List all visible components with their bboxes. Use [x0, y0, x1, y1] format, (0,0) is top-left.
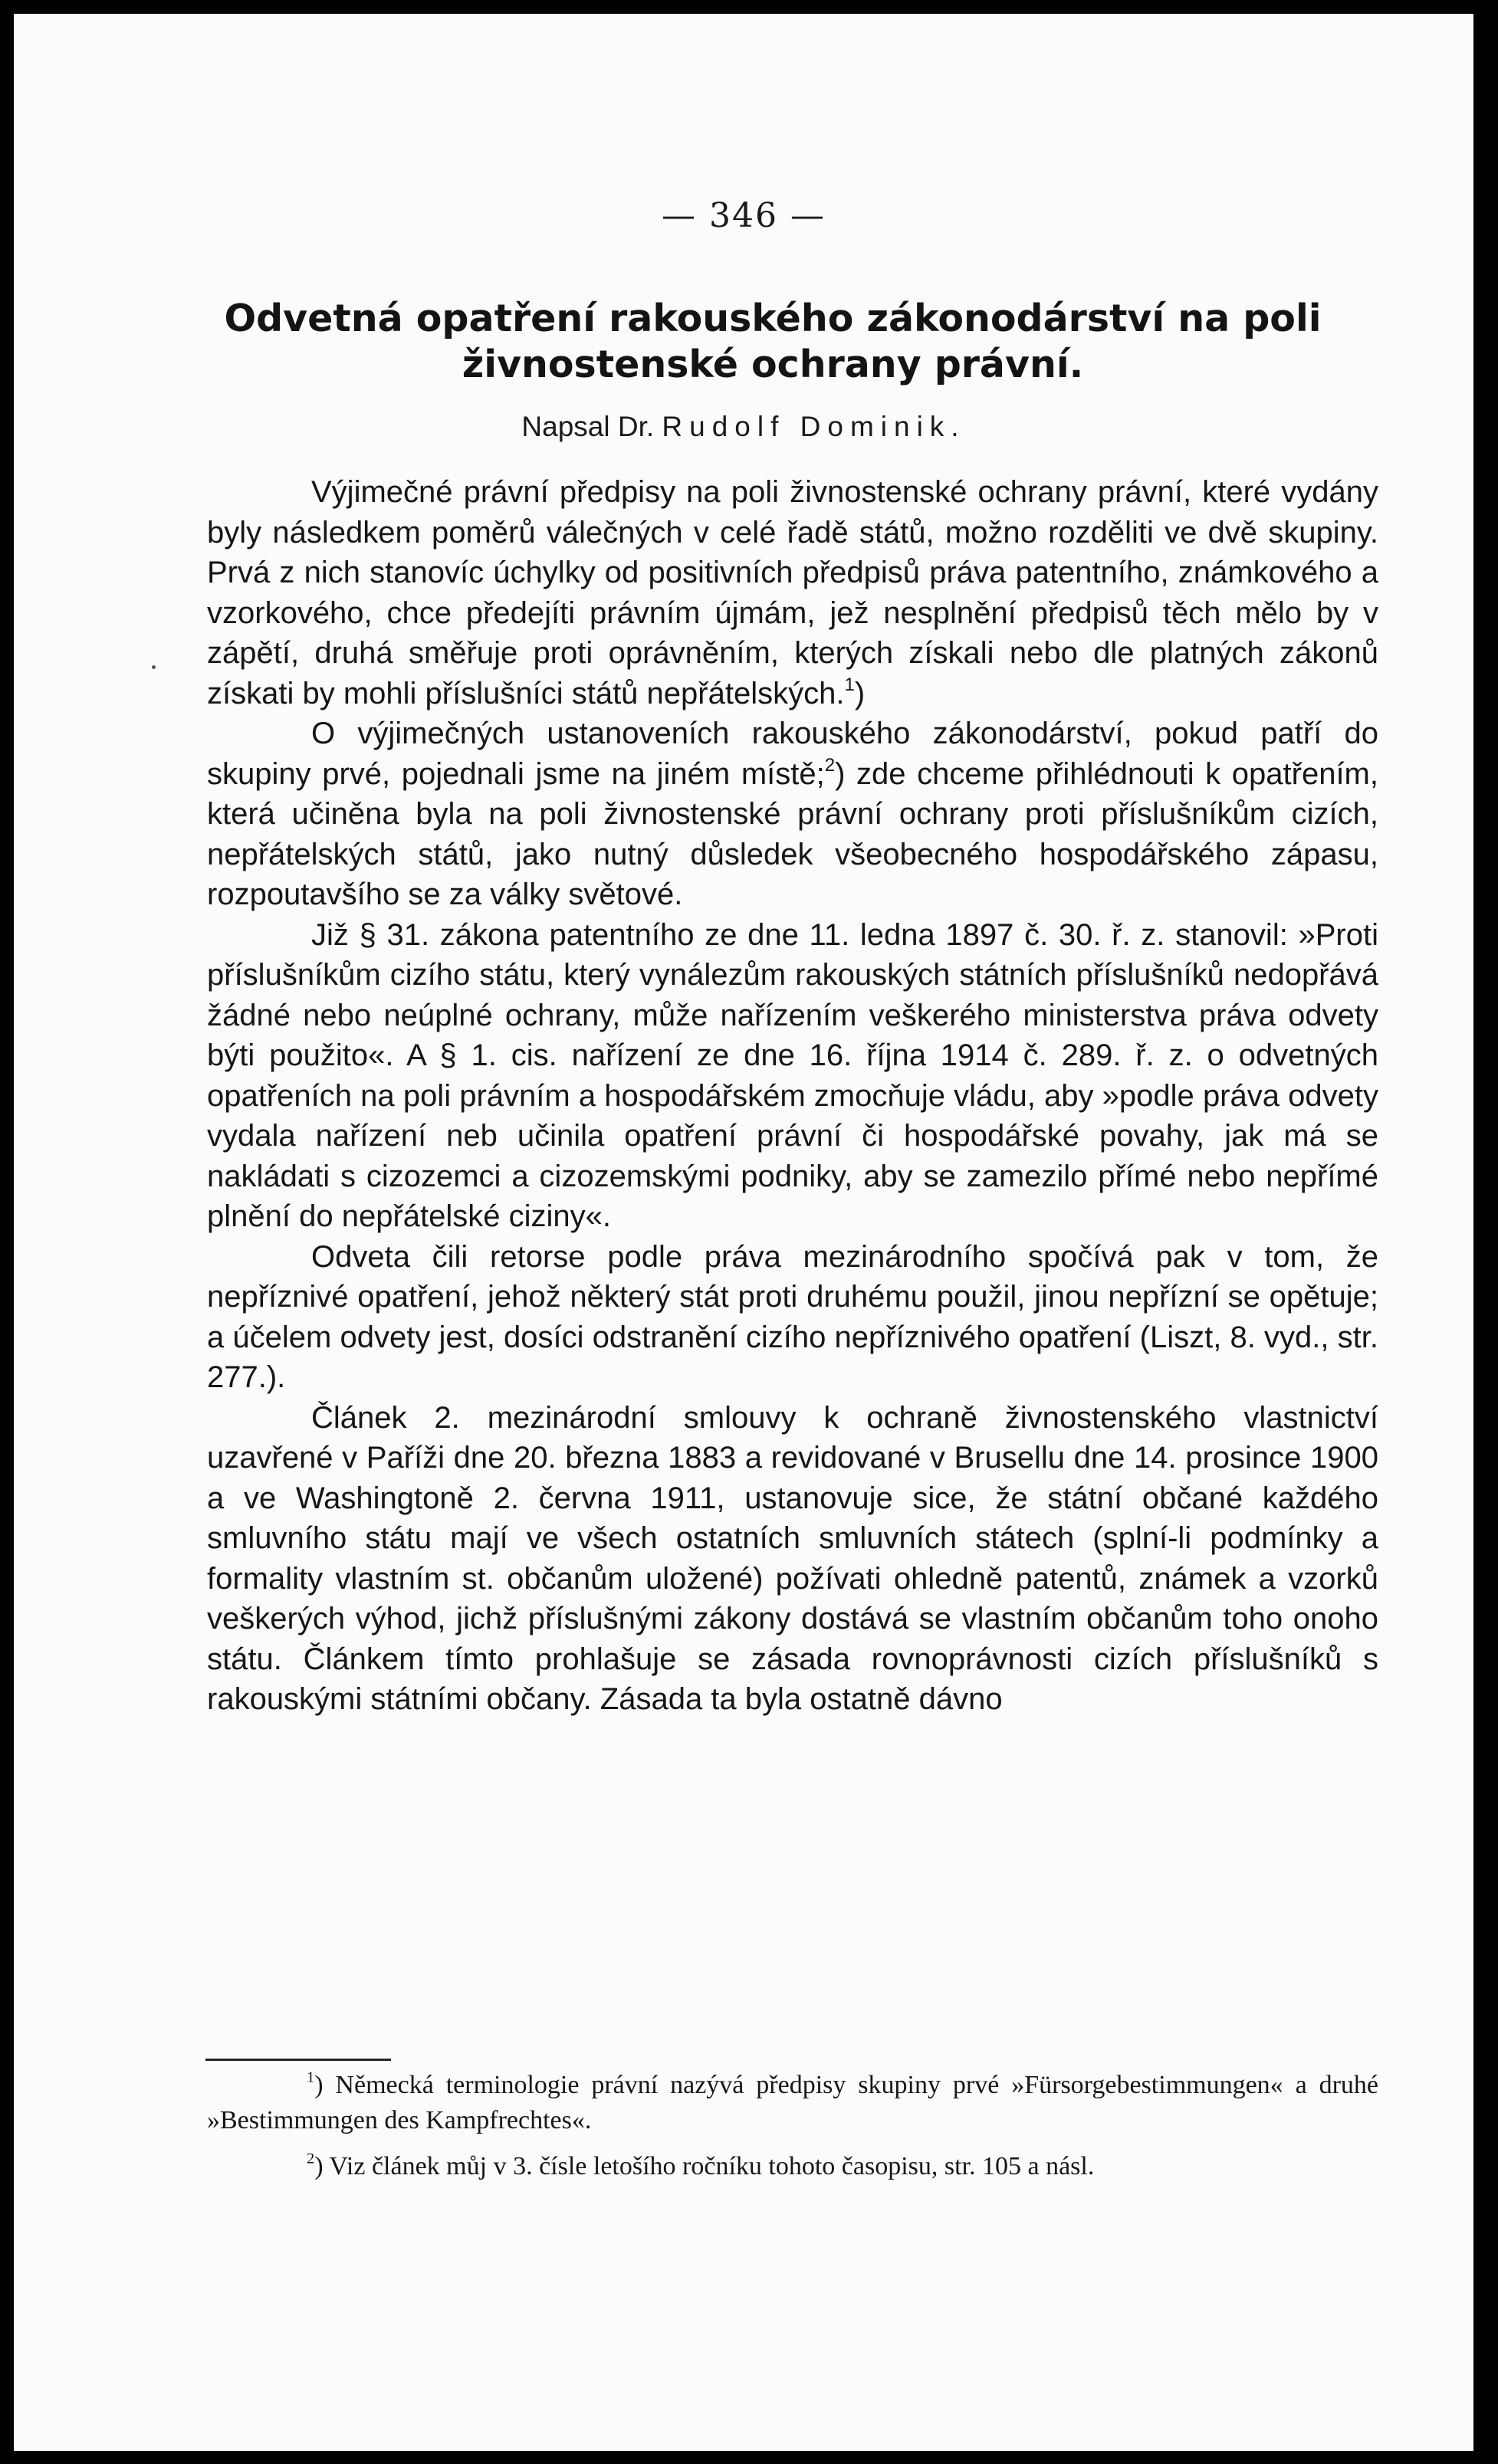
paragraph-text: O výjimečných ustanoveních rakouského zákonodárství, pokud patří do skupiny prvé, pojednali jsme na jiném místě;	[207, 717, 1378, 791]
byline-prefix: Napsal Dr.	[521, 411, 655, 442]
footnotes	[207, 2068, 1378, 2195]
footnote	[207, 2068, 1378, 2138]
paragraph-text: Článek 2. mezinárodní smlouvy k ochraně živnostenského vlastnictví uzavřené v Paříži dne 20. března 1883 a revidované v Brusellu dne 14. prosince 1900 a ve Washingtoně 2. června 1911, ustanovuje sice, že státní občané každého smluvního státu mají ve všech ostatních smluvních státech (splní-li podmínky a formality vlastním st. občanům uložené) požívati ohledně patentů, známek a vzorků veškerých výhod, jichž příslušnými zákony dostává se vlastním občanům toho onoho státu. Článkem tímto prohlašuje se zásada rovnoprávnosti cizích příslušníků s rakouskými státními občany. Zásada ta byla ostatně dávno	[207, 1400, 1378, 1716]
paragraph	[207, 472, 1378, 714]
footnote	[207, 2149, 1378, 2184]
article-body	[207, 472, 1378, 1720]
paragraph	[207, 1398, 1378, 1720]
paragraph	[207, 1237, 1378, 1398]
footnote-mark: 1	[307, 2069, 315, 2086]
footnote-ref: 1	[844, 674, 855, 695]
footnote-text: ) Německá terminologie právní nazývá předpisy skupiny prvé »Fürsorgebestimmungen« a druhé »Bestimmungen des Kampfrechtes«.	[207, 2071, 1378, 2134]
byline	[14, 411, 1473, 443]
footnote-ref-close: )	[854, 676, 866, 710]
document-page	[14, 14, 1473, 2451]
paragraph-text: Výjimečné právní předpisy na poli živnostenské ochrany právní, které vydány byly následkem poměrů válečných v celé řadě států, možno rozděliti ve dvě skupiny. Prvá z nich stanovíc úchylky od positivních předpisů práva patentního, známkového a vzorkového, chce předejíti právním újmám, jež nesplnění předpisů těch mělo by v zápětí, druhá směřuje proti oprávněním, kterých získali nebo dle platných zákonů získati by mohli příslušníci států nepřátelských.	[207, 475, 1378, 710]
footnote-divider	[205, 2059, 391, 2061]
footnote-mark: 2	[307, 2150, 315, 2167]
page-number: — 346 —	[662, 196, 826, 235]
footnote-text: ) Viz článek můj v 3. čísle letošího ročníku tohoto časopisu, str. 105 a násl.	[314, 2152, 1095, 2180]
paragraph	[207, 915, 1378, 1237]
paragraph-text: Již § 31. zákona patentního ze dne 11. ledna 1897 č. 30. ř. z. stanovil: »Proti příslušníkům cizího státu, který vynálezům rakouských státních příslušníků nedopřává žádné nebo neúplné ochrany, může nařízením veškerého ministerstva práva odvety býti použito«. A § 1. cis. nařízení ze dne 16. října 1914 č. 289. ř. z. o odvetných opatřeních na poli právním a hospodářském zmocňuje vládu, aby »podle práva odvety vydala nařízení neb učinila opatření právní či hospodářské povahy, jak má se nakládati s cizozemci a cizozemskými podniky, aby se zamezilo přímé nebo nepřímé plnění do nepřátelské ciziny«.	[207, 917, 1378, 1233]
paragraph-text-continued: ) zde chceme přihlédnouti k opatřením, která učiněna byla na poli živnostenské právní ochrany proti příslušníkům cizích, nepřátelských států, jako nutný důsledek všeobecného hospodářského zápasu, rozpoutavšího se za války světové.	[207, 756, 1378, 911]
print-speck	[152, 665, 156, 669]
footnote-ref: 2	[824, 754, 836, 776]
paragraph-text: Odveta čili retorse podle práva mezinárodního spočívá pak v tom, že nepříznivé opatření, jehož některý stát proti druhému použil, jinou nepřízní se opětuje; a účelem odvety jest, dosíci odstranění cizího nepříznivého opatření (Liszt, 8. vyd., str. 277.).	[207, 1239, 1378, 1394]
byline-author: Rudolf Dominik.	[662, 411, 966, 442]
article-title: Odvetná opatření rakouského zákonodárství na poli živnostenské ochrany právní.	[224, 297, 1322, 386]
paragraph	[207, 714, 1378, 915]
